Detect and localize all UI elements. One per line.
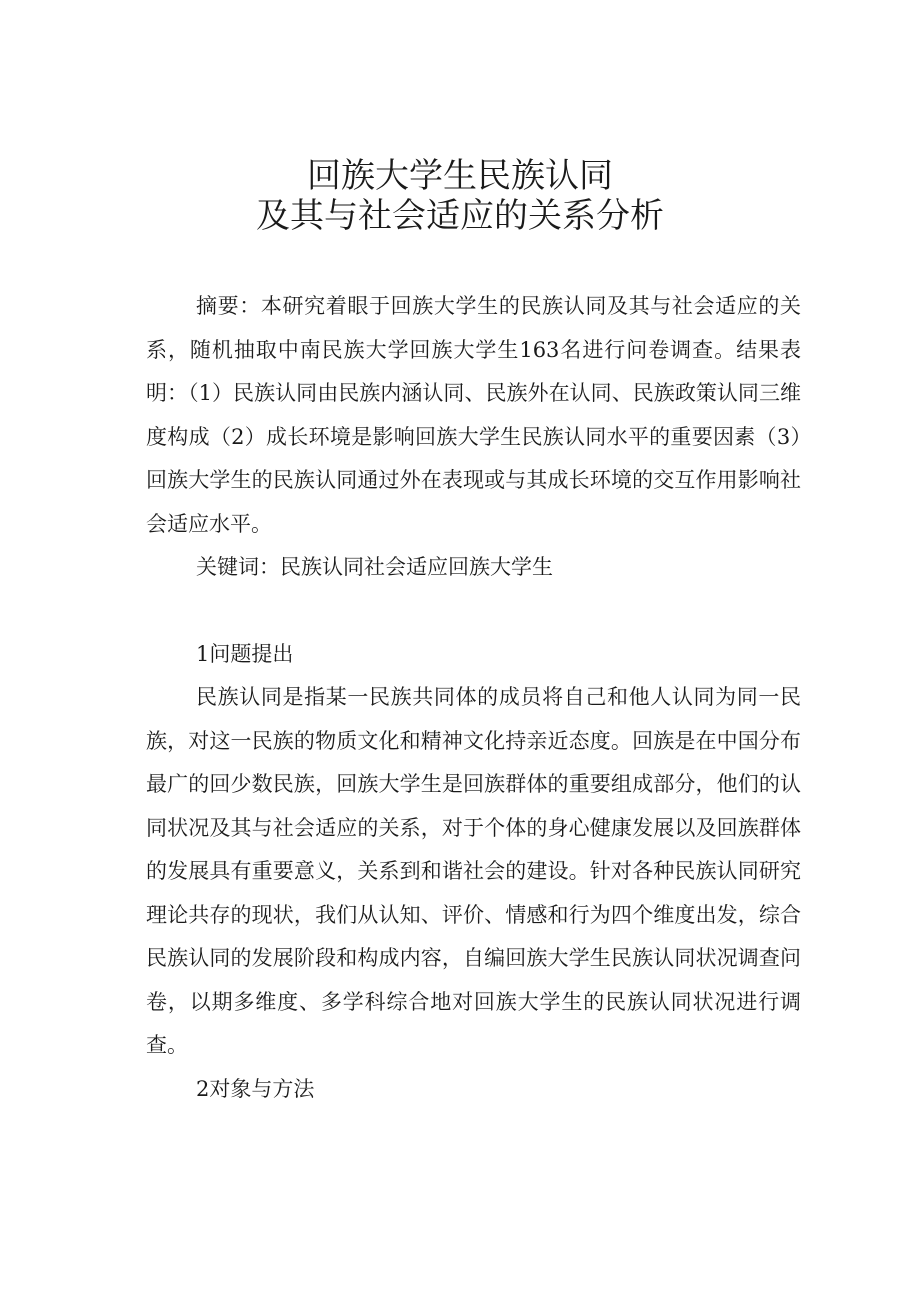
keywords-line: 关键词：民族认同社会适应回族大学生 [196, 555, 553, 579]
abstract-paragraph: 摘要：本研究着眼于回族大学生的民族认同及其与社会适应的关系，随机抽取中南民族大学回族大学生163名进行问卷调查。结果表明：（1）民族认同由民族内涵认同、民族外在认同、民族政策认同三维度构成（2）成长环境是影响回族大学生民族认同水平的重要因素（3）回族大学生的民族认同通过外在表现或与其成长环境的交互作用影响社会适应水平。 [146, 294, 801, 536]
section-1-heading: 1问题提出 [196, 641, 294, 666]
title-line-1: 回族大学生民族认同 [307, 156, 613, 196]
paper-title [0, 156, 920, 236]
section-2-heading: 2对象与方法 [196, 1076, 315, 1101]
section-1-paragraph: 民族认同是指某一民族共同体的成员将自己和他人认同为同一民族，对这一民族的物质文化和精神文化持亲近态度。回族是在中国分布最广的回少数民族，回族大学生是回族群体的重要组成部分，他们的认同状况及其与社会适应的关系，对于个体的身心健康发展以及回族群体的发展具有重要意义，关系到和谐社会的建设。针对各种民族认同研究理论共存的现状，我们从认知、评价、情感和行为四个维度出发，综合民族认同的发展阶段和构成内容，自编回族大学生民族认同状况调查问卷，以期多维度、多学科综合地对回族大学生的民族认同状况进行调查。 [146, 685, 801, 1057]
spacer [146, 590, 801, 633]
paper-body [146, 285, 801, 1111]
title-line-2: 及其与社会适应的关系分析 [256, 196, 664, 236]
